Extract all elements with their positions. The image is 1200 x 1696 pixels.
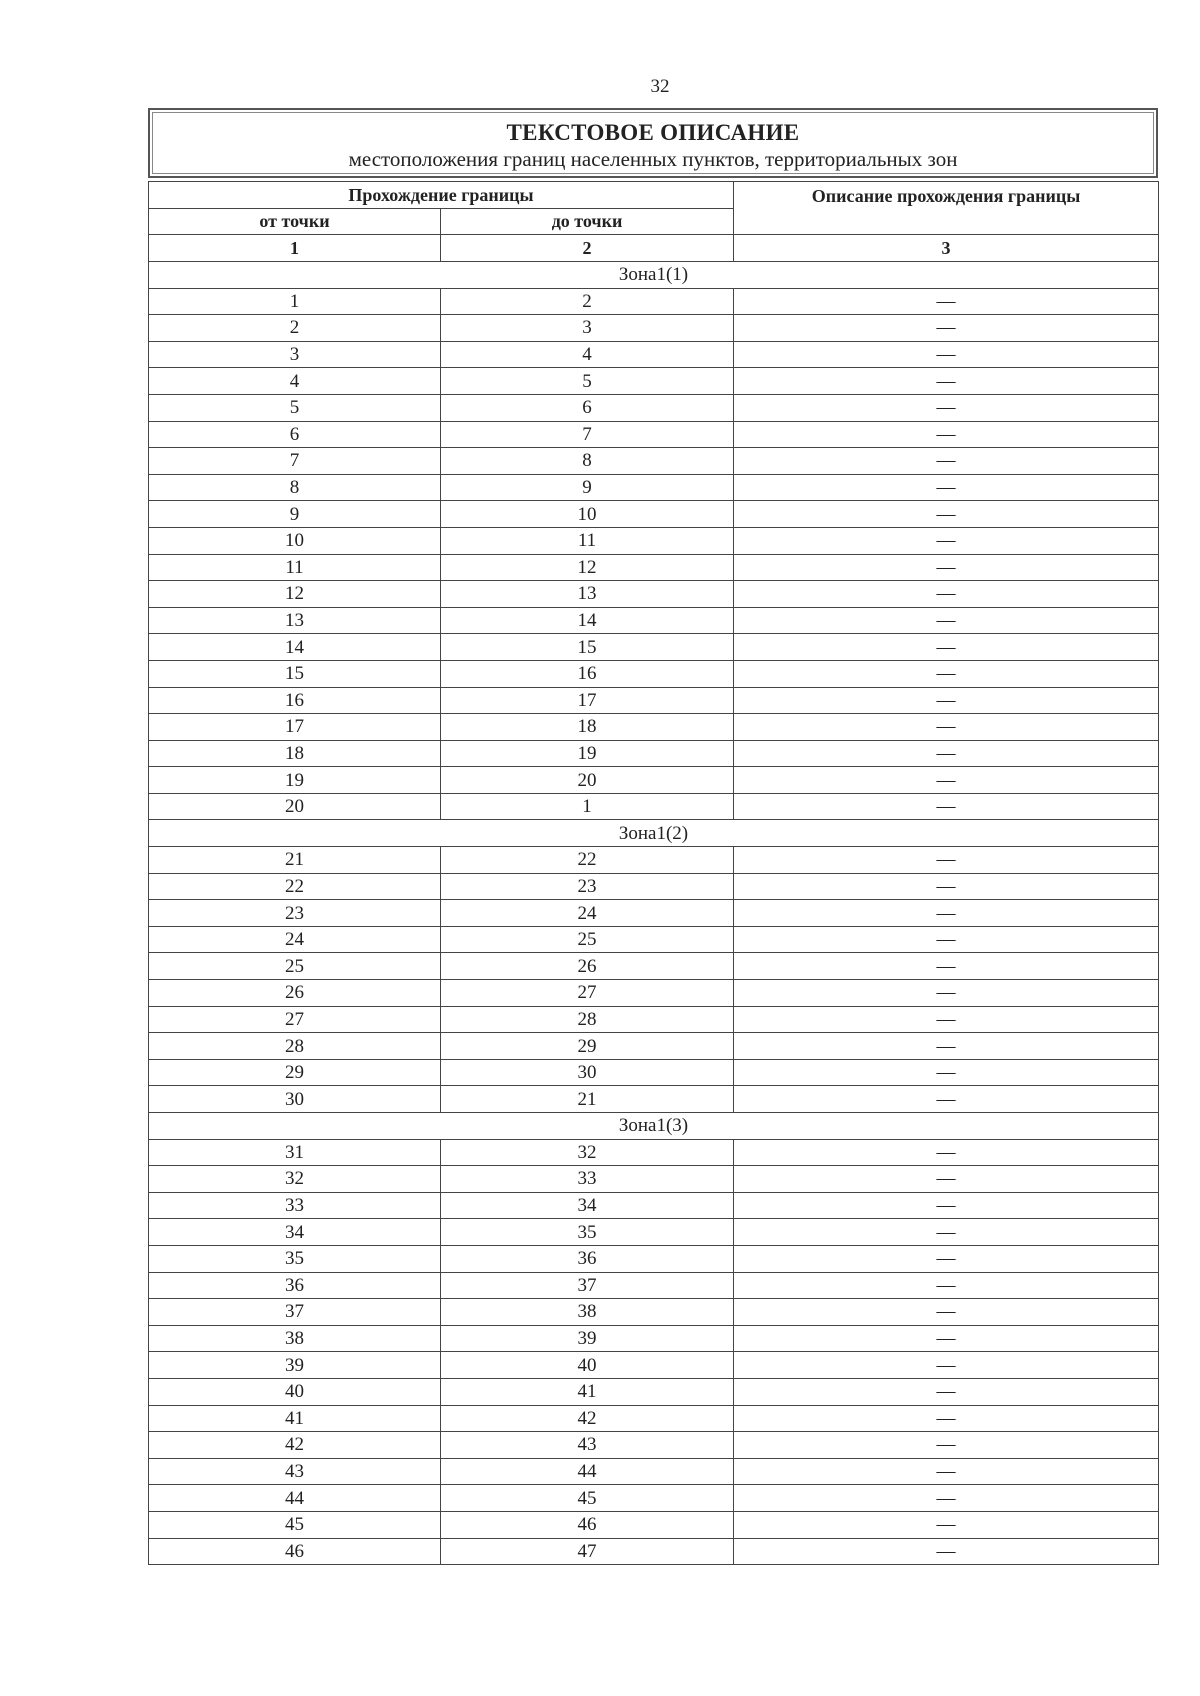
description-cell: — [734, 1299, 1159, 1326]
table-row [149, 980, 1159, 1007]
table-row [149, 1538, 1159, 1565]
table-row [149, 1299, 1159, 1326]
column-number-3: 3 [734, 235, 1159, 262]
from-point-cell: 33 [149, 1192, 441, 1219]
to-point-cell: 5 [441, 368, 734, 395]
description-cell: — [734, 1378, 1159, 1405]
table-row [149, 421, 1159, 448]
description-cell: — [734, 1272, 1159, 1299]
to-point-cell: 47 [441, 1538, 734, 1565]
description-cell: — [734, 1325, 1159, 1352]
from-point-cell: 32 [149, 1166, 441, 1193]
to-point-cell: 38 [441, 1299, 734, 1326]
table-row [149, 474, 1159, 501]
description-cell: — [734, 368, 1159, 395]
from-point-cell: 27 [149, 1006, 441, 1033]
to-point-cell: 46 [441, 1511, 734, 1538]
boundary-table [148, 181, 1159, 1565]
zone-name: Зона1(1) [149, 262, 1159, 289]
description-cell: — [734, 1219, 1159, 1246]
to-point-cell: 37 [441, 1272, 734, 1299]
to-point-cell: 24 [441, 900, 734, 927]
table-row [149, 1352, 1159, 1379]
to-point-cell: 35 [441, 1219, 734, 1246]
from-point-cell: 43 [149, 1458, 441, 1485]
table-row [149, 448, 1159, 475]
description-cell: — [734, 448, 1159, 475]
header-to-point: до точки [441, 209, 734, 235]
description-cell: — [734, 1006, 1159, 1033]
table-row [149, 1006, 1159, 1033]
from-point-cell: 1 [149, 288, 441, 315]
table-row [149, 1139, 1159, 1166]
from-point-cell: 28 [149, 1033, 441, 1060]
description-cell: — [734, 1166, 1159, 1193]
to-point-cell: 36 [441, 1245, 734, 1272]
table-row [149, 740, 1159, 767]
header-boundary-passage: Прохождение границы [149, 182, 734, 209]
from-point-cell: 31 [149, 1139, 441, 1166]
column-number-2: 2 [441, 235, 734, 262]
description-cell: — [734, 1405, 1159, 1432]
table-row [149, 767, 1159, 794]
from-point-cell: 13 [149, 607, 441, 634]
to-point-cell: 2 [441, 288, 734, 315]
description-cell: — [734, 581, 1159, 608]
to-point-cell: 12 [441, 554, 734, 581]
from-point-cell: 5 [149, 394, 441, 421]
to-point-cell: 19 [441, 740, 734, 767]
description-cell: — [734, 1059, 1159, 1086]
from-point-cell: 6 [149, 421, 441, 448]
from-point-cell: 35 [149, 1245, 441, 1272]
to-point-cell: 8 [441, 448, 734, 475]
from-point-cell: 26 [149, 980, 441, 1007]
description-cell: — [734, 714, 1159, 741]
description-cell: — [734, 394, 1159, 421]
table-row [149, 660, 1159, 687]
to-point-cell: 44 [441, 1458, 734, 1485]
to-point-cell: 10 [441, 501, 734, 528]
description-cell: — [734, 1139, 1159, 1166]
table-row [149, 554, 1159, 581]
document-title: ТЕКСТОВОЕ ОПИСАНИЕ [506, 120, 800, 145]
from-point-cell: 4 [149, 368, 441, 395]
table-row [149, 581, 1159, 608]
to-point-cell: 14 [441, 607, 734, 634]
to-point-cell: 22 [441, 847, 734, 874]
description-cell: — [734, 767, 1159, 794]
from-point-cell: 34 [149, 1219, 441, 1246]
zone-row [149, 1113, 1159, 1140]
from-point-cell: 39 [149, 1352, 441, 1379]
table-row [149, 1033, 1159, 1060]
table-row [149, 847, 1159, 874]
from-point-cell: 37 [149, 1299, 441, 1326]
to-point-cell: 23 [441, 873, 734, 900]
table-row [149, 368, 1159, 395]
table-row [149, 1325, 1159, 1352]
to-point-cell: 42 [441, 1405, 734, 1432]
from-point-cell: 3 [149, 341, 441, 368]
table-row [149, 634, 1159, 661]
from-point-cell: 17 [149, 714, 441, 741]
table-row [149, 926, 1159, 953]
to-point-cell: 28 [441, 1006, 734, 1033]
description-cell: — [734, 1511, 1159, 1538]
description-cell: — [734, 926, 1159, 953]
description-cell: — [734, 740, 1159, 767]
table-row [149, 1432, 1159, 1459]
to-point-cell: 40 [441, 1352, 734, 1379]
description-cell: — [734, 847, 1159, 874]
table-row [149, 394, 1159, 421]
from-point-cell: 41 [149, 1405, 441, 1432]
from-point-cell: 21 [149, 847, 441, 874]
description-cell: — [734, 953, 1159, 980]
description-cell: — [734, 315, 1159, 342]
table-row [149, 1059, 1159, 1086]
header-boundary-description: Описание прохождения границы [734, 182, 1159, 235]
table-row [149, 315, 1159, 342]
from-point-cell: 40 [149, 1378, 441, 1405]
table-row [149, 501, 1159, 528]
to-point-cell: 21 [441, 1086, 734, 1113]
from-point-cell: 16 [149, 687, 441, 714]
from-point-cell: 45 [149, 1511, 441, 1538]
description-cell: — [734, 1086, 1159, 1113]
description-cell: — [734, 288, 1159, 315]
to-point-cell: 29 [441, 1033, 734, 1060]
zone-row [149, 262, 1159, 289]
to-point-cell: 1 [441, 793, 734, 820]
table-row [149, 1219, 1159, 1246]
table-row [149, 1405, 1159, 1432]
description-cell: — [734, 873, 1159, 900]
table-row [149, 1485, 1159, 1512]
from-point-cell: 8 [149, 474, 441, 501]
table-row [149, 900, 1159, 927]
description-cell: — [734, 1432, 1159, 1459]
description-cell: — [734, 607, 1159, 634]
description-cell: — [734, 900, 1159, 927]
from-point-cell: 38 [149, 1325, 441, 1352]
header-from-point: от точки [149, 209, 441, 235]
description-cell: — [734, 793, 1159, 820]
to-point-cell: 11 [441, 527, 734, 554]
table-row [149, 1272, 1159, 1299]
to-point-cell: 34 [441, 1192, 734, 1219]
from-point-cell: 36 [149, 1272, 441, 1299]
description-cell: — [734, 527, 1159, 554]
table-row [149, 1086, 1159, 1113]
zone-name: Зона1(2) [149, 820, 1159, 847]
document-subtitle: местоположения границ населенных пунктов, территориальных зон [348, 147, 958, 171]
table-row [149, 341, 1159, 368]
description-cell: — [734, 660, 1159, 687]
to-point-cell: 9 [441, 474, 734, 501]
from-point-cell: 12 [149, 581, 441, 608]
table-body [149, 262, 1159, 1565]
table-row [149, 793, 1159, 820]
table-row [149, 714, 1159, 741]
to-point-cell: 41 [441, 1378, 734, 1405]
from-point-cell: 20 [149, 793, 441, 820]
from-point-cell: 18 [149, 740, 441, 767]
to-point-cell: 33 [441, 1166, 734, 1193]
table-row [149, 527, 1159, 554]
from-point-cell: 42 [149, 1432, 441, 1459]
from-point-cell: 14 [149, 634, 441, 661]
description-cell: — [734, 687, 1159, 714]
from-point-cell: 19 [149, 767, 441, 794]
description-cell: — [734, 474, 1159, 501]
page-number: 32 [650, 76, 670, 97]
from-point-cell: 11 [149, 554, 441, 581]
to-point-cell: 26 [441, 953, 734, 980]
table-row [149, 1378, 1159, 1405]
table-row [149, 1458, 1159, 1485]
from-point-cell: 23 [149, 900, 441, 927]
zone-name: Зона1(3) [149, 1113, 1159, 1140]
to-point-cell: 45 [441, 1485, 734, 1512]
description-cell: — [734, 341, 1159, 368]
document-body [148, 108, 1158, 1565]
from-point-cell: 2 [149, 315, 441, 342]
from-point-cell: 30 [149, 1086, 441, 1113]
column-number-1: 1 [149, 235, 441, 262]
from-point-cell: 44 [149, 1485, 441, 1512]
table-row [149, 873, 1159, 900]
description-cell: — [734, 1245, 1159, 1272]
to-point-cell: 25 [441, 926, 734, 953]
table-row [149, 288, 1159, 315]
description-cell: — [734, 634, 1159, 661]
description-cell: — [734, 1033, 1159, 1060]
table-row [149, 1511, 1159, 1538]
title-box [148, 108, 1158, 178]
table-row [149, 1245, 1159, 1272]
to-point-cell: 4 [441, 341, 734, 368]
to-point-cell: 32 [441, 1139, 734, 1166]
description-cell: — [734, 1485, 1159, 1512]
to-point-cell: 18 [441, 714, 734, 741]
from-point-cell: 24 [149, 926, 441, 953]
to-point-cell: 15 [441, 634, 734, 661]
from-point-cell: 25 [149, 953, 441, 980]
table-row [149, 687, 1159, 714]
to-point-cell: 13 [441, 581, 734, 608]
description-cell: — [734, 1192, 1159, 1219]
table-row [149, 1192, 1159, 1219]
from-point-cell: 10 [149, 527, 441, 554]
to-point-cell: 43 [441, 1432, 734, 1459]
from-point-cell: 22 [149, 873, 441, 900]
to-point-cell: 20 [441, 767, 734, 794]
zone-row [149, 820, 1159, 847]
from-point-cell: 15 [149, 660, 441, 687]
description-cell: — [734, 421, 1159, 448]
table-row [149, 1166, 1159, 1193]
to-point-cell: 17 [441, 687, 734, 714]
to-point-cell: 6 [441, 394, 734, 421]
table-row [149, 953, 1159, 980]
from-point-cell: 29 [149, 1059, 441, 1086]
from-point-cell: 9 [149, 501, 441, 528]
description-cell: — [734, 1458, 1159, 1485]
to-point-cell: 39 [441, 1325, 734, 1352]
to-point-cell: 3 [441, 315, 734, 342]
table-row [149, 607, 1159, 634]
description-cell: — [734, 1538, 1159, 1565]
description-cell: — [734, 1352, 1159, 1379]
to-point-cell: 27 [441, 980, 734, 1007]
description-cell: — [734, 980, 1159, 1007]
description-cell: — [734, 501, 1159, 528]
description-cell: — [734, 554, 1159, 581]
to-point-cell: 16 [441, 660, 734, 687]
to-point-cell: 30 [441, 1059, 734, 1086]
from-point-cell: 46 [149, 1538, 441, 1565]
to-point-cell: 7 [441, 421, 734, 448]
from-point-cell: 7 [149, 448, 441, 475]
